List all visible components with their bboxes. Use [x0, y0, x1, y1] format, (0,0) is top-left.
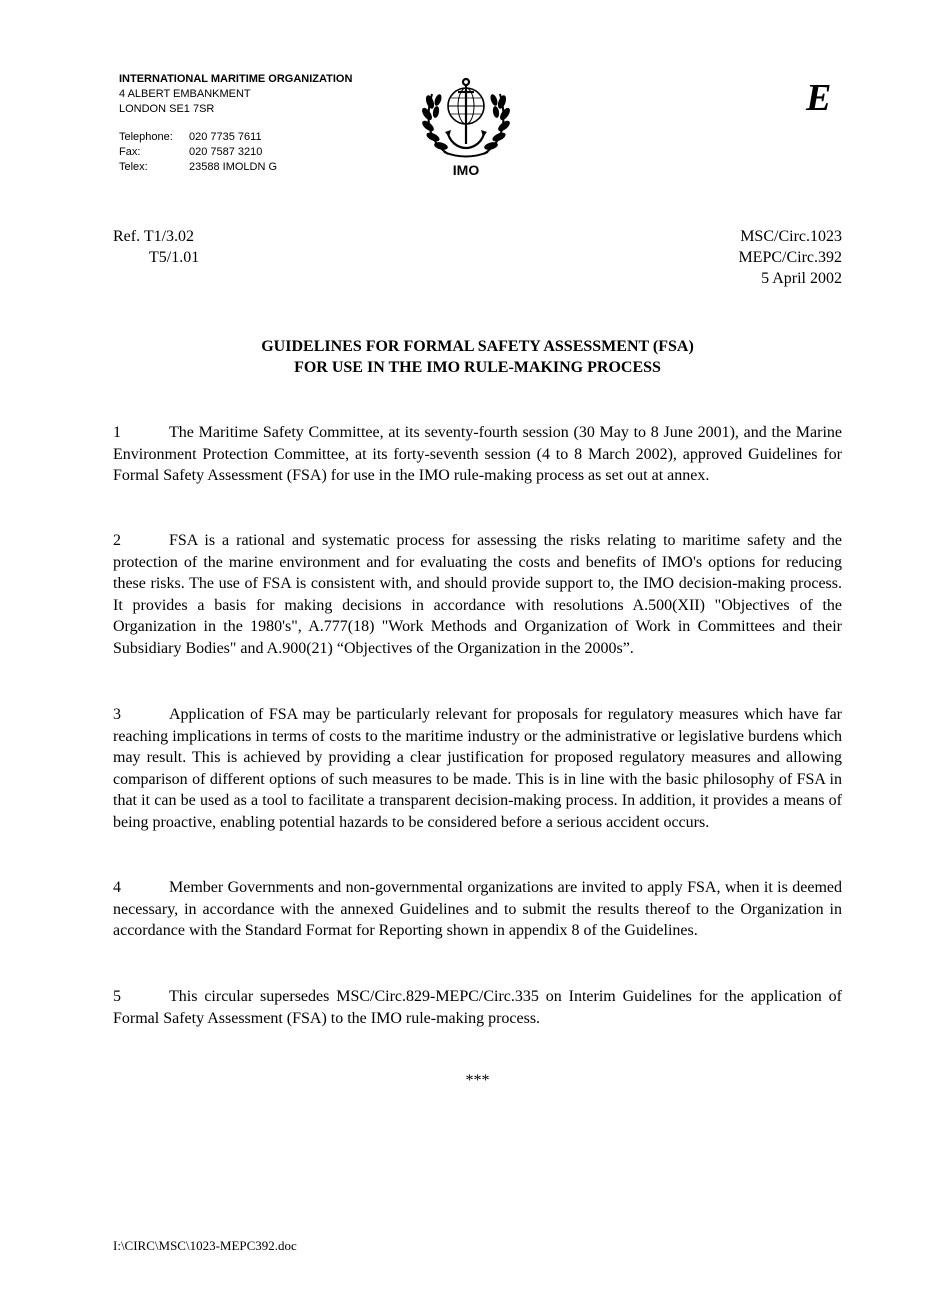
- contact-label: Fax:: [119, 146, 141, 158]
- reference-line-2: T5/1.01: [149, 249, 200, 266]
- imo-emblem-icon: [418, 72, 514, 160]
- contact-value: 23588 IMOLDN G: [189, 161, 278, 173]
- reference-line-1: Ref. T1/3.02: [113, 228, 195, 245]
- paragraph-2: [113, 530, 842, 660]
- paragraph-text: This circular supersedes MSC/Circ.829-MEPC/Circ.335 on Interim Guidelines for the application of Formal Safety Assessment (FSA) to the IMO rule-making process.: [113, 988, 842, 1027]
- paragraph-5: [113, 986, 842, 1029]
- language-mark: E: [806, 77, 832, 119]
- paragraph-number: 1: [113, 424, 121, 441]
- imo-logo-label: IMO: [452, 162, 480, 178]
- mepc-symbol: MEPC/Circ.392: [738, 249, 842, 266]
- document-symbols: [738, 226, 842, 289]
- paragraph-number: 3: [113, 706, 121, 723]
- address-line-1: 4 ALBERT EMBANKMENT: [119, 88, 251, 100]
- contact-label: Telephone:: [119, 131, 173, 143]
- contact-value: 020 7587 3210: [189, 146, 263, 158]
- paragraph-4: [113, 877, 842, 942]
- footer-file-path: I:\CIRC\MSC\1023-MEPC392.doc: [113, 1238, 297, 1253]
- contact-row-fax: [119, 145, 277, 160]
- paragraph-text: FSA is a rational and systematic process for assessing the risks relating to maritime safety and the protection of the marine environment and for evaluating the costs and benefits of IMO's options for reducing these risks. The use of FSA is consistent with, and should provide support to, the IMO decision-making process. It provides a basis for making decisions in accordance with resolutions A.500(XII) "Objectives of the Organization in the 1980's", A.777(18) "Work Methods and Organization of Work in Committees and their Subsidiary Bodies" and A.900(21) “Objectives of the Organization in the 2000s”.: [113, 532, 842, 657]
- paragraph-1: [113, 422, 842, 487]
- org-address-block: [119, 72, 352, 117]
- paragraph-number: 4: [113, 879, 121, 896]
- address-line-2: LONDON SE1 7SR: [119, 103, 215, 115]
- org-name: INTERNATIONAL MARITIME ORGANIZATION: [119, 73, 353, 85]
- paragraph-3: [113, 704, 842, 834]
- paragraph-number: 2: [113, 532, 121, 549]
- reference-block: [113, 226, 199, 268]
- paragraph-text: Member Governments and non-governmental organizations are invited to apply FSA, when it is deemed necessary, in accordance with the annexed Guidelines and to submit the results thereof to the Organization in accordance with the Standard Format for Reporting shown in appendix 8 of the Guidelines.: [113, 879, 842, 940]
- contact-value: 020 7735 7611: [189, 131, 262, 143]
- document-date: 5 April 2002: [761, 270, 842, 287]
- msc-symbol: MSC/Circ.1023: [740, 228, 842, 245]
- document-title: [113, 336, 842, 378]
- paragraph-text: The Maritime Safety Committee, at its seventy-fourth session (30 May to 8 June 2001), and the Marine Environment Protection Committee, at its forty-seventh session (4 to 8 March 2002), approved Guidelines for Formal Safety Assessment (FSA) for use in the IMO rule-making process as set out at annex.: [113, 424, 842, 485]
- contact-row-telex: [119, 160, 277, 175]
- paragraph-number: 5: [113, 988, 121, 1005]
- contact-row-telephone: [119, 130, 277, 145]
- contact-label: Telex:: [119, 161, 148, 173]
- title-line-2: FOR USE IN THE IMO RULE-MAKING PROCESS: [294, 359, 661, 376]
- title-line-1: GUIDELINES FOR FORMAL SAFETY ASSESSMENT (FSA): [261, 338, 694, 355]
- separator-stars: ***: [465, 1072, 490, 1089]
- paragraph-text: Application of FSA may be particularly relevant for proposals for regulatory measures which have far reaching implications in terms of costs to the maritime industry or the administrative or legislative burdens which may result. This is achieved by providing a clear justification for proposed regulatory measures and allowing comparison of different options of such measures to be made. This is in line with the basic philosophy of FSA in that it can be used as a tool to facilitate a transparent decision-making process. In addition, it provides a means of being proactive, enabling potential hazards to be considered before a serious accident occurs.: [113, 706, 842, 831]
- contact-block: [119, 130, 277, 175]
